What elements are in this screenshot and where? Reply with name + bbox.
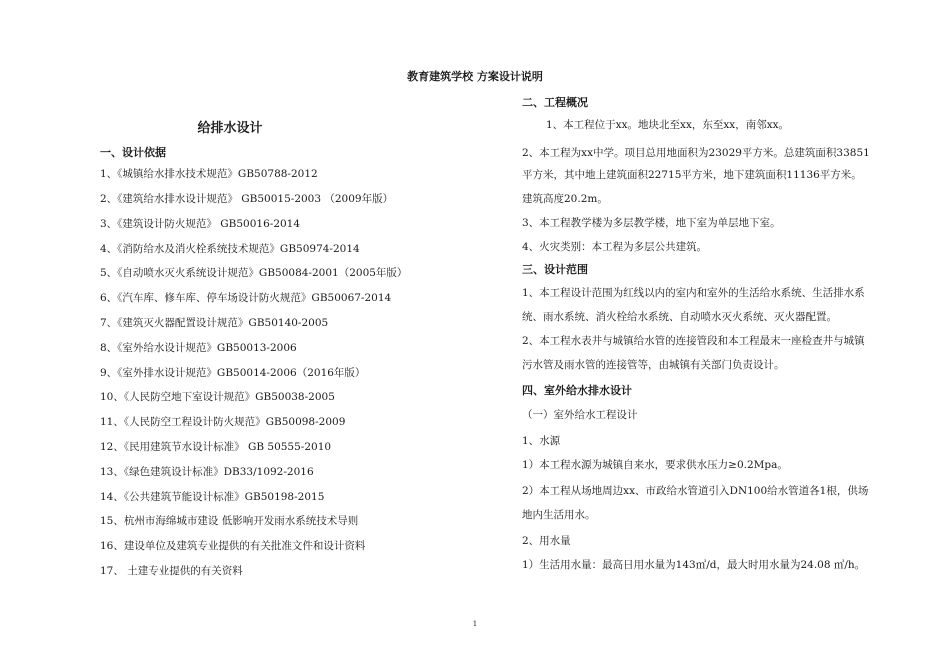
- document-title: 教育建筑学校 方案设计说明: [407, 70, 543, 83]
- basis-item: 17、 土建专业提供的有关资料: [100, 565, 243, 577]
- scope-heading: 三、设计范围: [522, 263, 588, 276]
- paragraph-line: 1、本工程位于xx。地块北至xx，东至xx，南邻xx。: [546, 119, 790, 131]
- basis-item: 10、《人民防空地下室设计规范》GB50038-2005: [100, 391, 335, 403]
- basis-item: 15、杭州市海绵城市建设 低影响开发雨水系统技术导则: [100, 515, 359, 527]
- basis-item: 16、建设单位及建筑专业提供的有关批准文件和设计资料: [100, 540, 366, 552]
- paragraph-line: 2、本工程水表井与城镇给水管的连接管段和本工程最末一座检查井与城镇: [522, 335, 865, 347]
- outdoor-water-heading: 四、室外给水排水设计: [522, 384, 632, 397]
- paragraph-line: 污水管及雨水管的连接管等，由城镇有关部门负责设计。: [522, 359, 785, 371]
- paragraph-line: 1）生活用水量：最高日用水量为143㎥/d，最大时用水量为24.08 ㎥/h。: [522, 559, 866, 571]
- overview-heading: 二、工程概况: [522, 96, 588, 109]
- subheading-line: （一）室外给水工程设计: [522, 409, 638, 421]
- paragraph-line: 3、本工程教学楼为多层教学楼，地下室为单层地下室。: [522, 217, 781, 229]
- basis-item: 7、《建筑灭火器配置设计规范》GB50140-2005: [100, 317, 329, 329]
- paragraph-line: 2、本工程为xx中学。项目总用地面积为23029平方米。总建筑面积33851: [522, 147, 870, 159]
- paragraph-line: 2、用水量: [522, 535, 571, 547]
- page-number: 1: [472, 620, 478, 628]
- basis-item: 9、《室外排水设计规范》GB50014-2006（2016年版）: [100, 367, 366, 379]
- design-basis-heading: 一、设计依据: [100, 146, 166, 159]
- paragraph-line: 地内生活用水。: [522, 509, 596, 521]
- paragraph-line: 平方米，其中地上建筑面积22715平方米，地下建筑面积11136平方米。: [522, 169, 862, 181]
- basis-item: 1、《城镇给水排水技术规范》GB50788-2012: [100, 168, 318, 180]
- paragraph-line: 统、雨水系统、消火栓给水系统、自动喷水灭火系统、灭火器配置。: [522, 311, 837, 323]
- basis-item: 12、《民用建筑节水设计标准》 GB 50555-2010: [100, 441, 332, 453]
- basis-item: 6、《汽车库、修车库、停车场设计防火规范》GB50067-2014: [100, 292, 392, 304]
- basis-item: 8、《室外给水设计规范》GB50013-2006: [100, 342, 297, 354]
- basis-item: 4、《消防给水及消火栓系统技术规范》GB50974-2014: [100, 243, 360, 255]
- paragraph-line: 4、火灾类别：本工程为多层公共建筑。: [522, 241, 708, 253]
- section-title: 给排水设计: [197, 121, 263, 136]
- basis-item: 3、《建筑设计防火规范》 GB50016-2014: [100, 218, 301, 230]
- paragraph-line: 1、水源: [522, 435, 561, 447]
- basis-item: 14、《公共建筑节能设计标准》GB50198-2015: [100, 491, 325, 503]
- paragraph-line: 1、本工程设计范围为红线以内的室内和室外的生活给水系统、生活排水系: [522, 287, 865, 299]
- paragraph-line: 2）本工程从场地周边xx、市政给水管道引入DN100给水管道各1根，供场: [522, 485, 869, 497]
- basis-item: 13、《绿色建筑设计标准》DB33/1092-2016: [100, 466, 314, 478]
- basis-item: 5、《自动喷水灭火系统设计规范》GB50084-2001（2005年版）: [100, 267, 408, 279]
- basis-item: 2、《建筑给水排水设计规范》 GB50015-2003 （2009年版）: [100, 193, 394, 205]
- paragraph-line: 建筑高度20.2m。: [522, 193, 608, 205]
- paragraph-line: 1）本工程水源为城镇自来水，要求供水压力≥0.2Mpa。: [522, 459, 788, 471]
- basis-item: 11、《人民防空工程设计防火规范》GB50098-2009: [100, 416, 346, 428]
